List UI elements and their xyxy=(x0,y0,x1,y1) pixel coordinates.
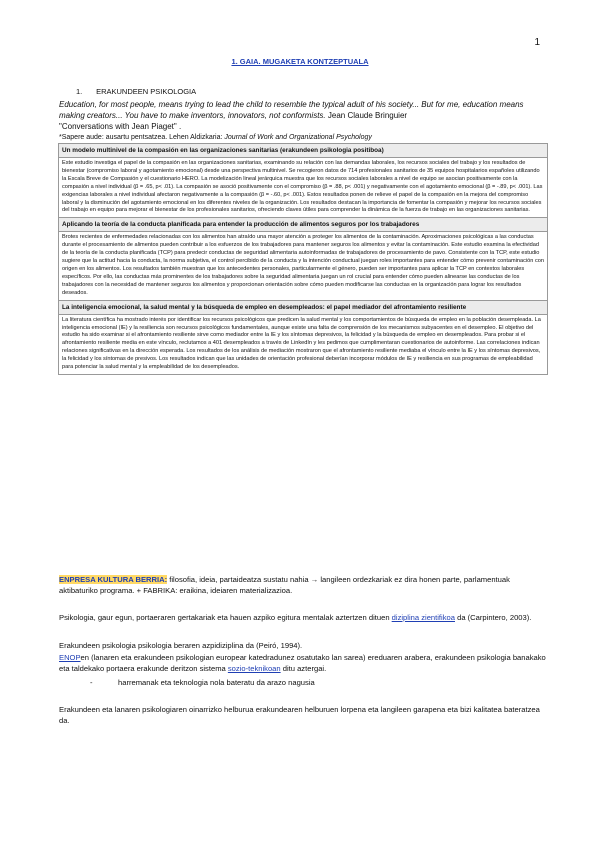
piaget-quote xyxy=(59,99,549,132)
journal-name: Journal of Work and Organizational Psychology xyxy=(224,134,372,141)
bullet-item xyxy=(90,678,315,687)
section-number: 1. xyxy=(76,87,83,96)
paper-title: Un modelo multinivel de la compasión en las organizaciones sanitarias (erakundeen psikologia positiboa) xyxy=(59,144,548,158)
table-row xyxy=(59,144,548,158)
paper-abstract: Este estudio investiga el papel de la compasión en las organizaciones sanitarias, examinando su relación con las demandas laborales, los recursos sociales del trabajo y los resultados de bienestar (compromiso laboral y agotamiento emocional) desde una perspectiva multinivel. Se recogieron datos de 714 profesionales sanitarios de 35 equipos hospitalarios españoles utilizando la Escala Breve de Compasión y el cuestionario HERO. La modelización lineal jerárquica muestra que los recursos sociales laborales a nivel de equipo se asocian positivamente con la compasión a nivel individual (β = .65, p< .01). La compasión se asoció positivamente con el compromiso (β = .88, p< .001) y negativamente con el agotamiento emocional (β = -.89, p< .001). Las exigencias laborales a nivel individual afectaron negativamente a la compasión (β = -.60, p< .001). Estos resultados ponen de relieve el papel de la compasión en la mejora del compromiso laboral y la disminución del agotamiento emocional en los diferentes niveles de la organización. Los resultados destacan la importancia de fomentar la compasión y mejorar los recursos sociales del trabajo en equipo para mejorar el bienestar de los profesionales sanitarios, ofreciendo claves útiles para comprender la dinámica de la fuerza de trabajo en las organizaciones sanitarias. xyxy=(59,158,548,218)
page-number: 1 xyxy=(534,37,540,48)
paragraph-text: en (lanaren eta erakundeen psikologian europear katedradunez osatutako lan sarea) ereduaren arabera, erakundeen psikologia banakako eta taldekako portaera erakunde deritzon sistema xyxy=(59,653,546,674)
paragraph-goal: Erakundeen eta lanaren psikologiaren oinarrizko helburua erakundearen helburuen lorpena eta langileen garapena eta bizi kalitatea bateratzea da. xyxy=(59,705,540,726)
bullet-text: harremanak eta teknologia nola bateratu da arazo nagusia xyxy=(118,678,315,687)
paper-title: La inteligencia emocional, la salud mental y la búsqueda de empleo en desempleados: el papel mediador del afrontamiento resiliente xyxy=(59,300,548,314)
table-row xyxy=(59,314,548,374)
paragraph-new-culture xyxy=(59,574,549,596)
link-diziplina[interactable]: diziplina zientifikoa xyxy=(391,613,455,622)
quote-source: "Conversations with Jean Piaget" . xyxy=(59,122,182,131)
paragraph-text: filosofia, ideia, partaideatza sustatu nahia → langileen ordezkariak ez dira honen parte, parlamentuak aktibaturiko programa. + FABRIKA: eraikina, ideiaren materializazioa. xyxy=(59,575,510,596)
page-title: 1. GAIA. MUGAKETA KONTZEPTUALA xyxy=(231,57,369,66)
table-row xyxy=(59,158,548,218)
paper-title: Aplicando la teoría de la conducta planificada para entender la producción de alimentos seguros por los trabajadores xyxy=(59,218,548,232)
quote-text: Education, for most people, means trying to lead the child to resemble the typical adult of his society... But for me, education means making creators... You have to make inventors, innovators, not conformists. xyxy=(59,100,524,120)
paragraph-psychology xyxy=(59,612,549,623)
quote-author: Jean Claude Bringuier xyxy=(327,111,408,120)
paragraph-text: ditu aztergai. xyxy=(280,664,327,674)
paragraph-subdiscipline: Erakundeen psikologia psikologia beraren azpidiziplina da (Peiró, 1994). xyxy=(59,641,303,650)
section-heading xyxy=(76,87,196,96)
section-label: ERAKUNDEEN PSIKOLOGIA xyxy=(96,87,197,96)
papers-table xyxy=(58,143,548,375)
table-row xyxy=(59,232,548,300)
paper-abstract: Brotes recientes de enfermedades relacionadas con los alimentos han atraído una mayor atención a proteger los alimentos de la contaminación. Aproximaciones psicológicas a las conductas durante el procesamiento de alimentos pueden contribuir a los esfuerzos de los trabajadores para mantener seguros los alimentos y evitar la contaminación. Este estudio examina la efectividad de la teoría de la conducta planificada (TCP) para predecir conductas de seguridad alimentaria autoinformadas de trabajadores de procesamiento de pavo. Consistente con la TCP, este estudio sugiere que la actitud hacia la conducta, la norma subjetiva, el control percibido de la conducta y la intención conductual juegan roles importantes para entender cómo prevenir contaminación con origen en los alimentos. Los resultados también muestran que los antecedentes personales, particularmente el género, pueden ser importantes para aplicar la TCP en contextos laborales específicos. Por ello, las conductas más prominentes de los trabajadores sobre la seguridad alimentaria juegan un rol crucial para entender cómo pueden alinearse las conductas de los trabajadores con la necesidad de mantener seguros los alimentos y proporcionan orientación sobre cómo pueden modificarse las conductas en la organización para lograr los resultados deseados. xyxy=(59,232,548,300)
link-enop[interactable]: ENOP xyxy=(59,653,81,662)
paragraph-enop xyxy=(59,652,549,674)
sapere-prefix: *Sapere aude: ausartu pentsatzea. Lehen Aldizkaria: xyxy=(59,134,225,141)
dash-bullet-icon: - xyxy=(90,678,93,687)
table-row xyxy=(59,300,548,314)
link-sozio-teknikoa[interactable]: sozio-teknikoan xyxy=(227,664,281,674)
paragraph-text: da (Carpintero, 2003). xyxy=(454,613,532,622)
paragraph-text: Psikologia, gaur egun, portaeraren gertakariak eta hauen azpiko egitura mentalak aztertzen dituen xyxy=(59,613,392,622)
table-row xyxy=(59,218,548,232)
sapere-line xyxy=(59,133,549,143)
highlighted-term: ENPRESA KULTURA BERRIA: xyxy=(59,575,168,584)
paper-abstract: La literatura científica ha mostrado interés por identificar los recursos psicológicos que predicen la salud mental y los comportamientos de búsqueda de empleo en la población desempleada. La inteligencia emocional (IE) y la resiliencia son recursos psicológicos fundamentales, aunque existe una falta de comprensión de los mecanismos subyacentes en el desempleo. El objetivo del estudio ha sido examinar si el afrontamiento resiliente sirve como mediador entre la IE y los síntomas depresivos, la felicidad y la búsqueda de empleo en desempleados. Para probar si el afrontamiento resiliente media en este vínculo, reclutamos a 401 desempleados a través de LinkedIn y les pedimos que cumplimentaran cuestionarios de autoinforme. Las correlaciones indican relaciones significativas en la dirección esperada. Los resultados de los análisis de mediación mostraron que el afrontamiento resiliente mediaba el vínculo entre la IE y los síntomas depresivos, la felicidad y los síntomas de presivos. Los resultados indican que las unidades de orientación profesional deberían incorporar módulos de IE y resiliencia en sus programas de empleabilidad para potenciar la salud mental y la empleabilidad de los desempleados. xyxy=(59,314,548,374)
